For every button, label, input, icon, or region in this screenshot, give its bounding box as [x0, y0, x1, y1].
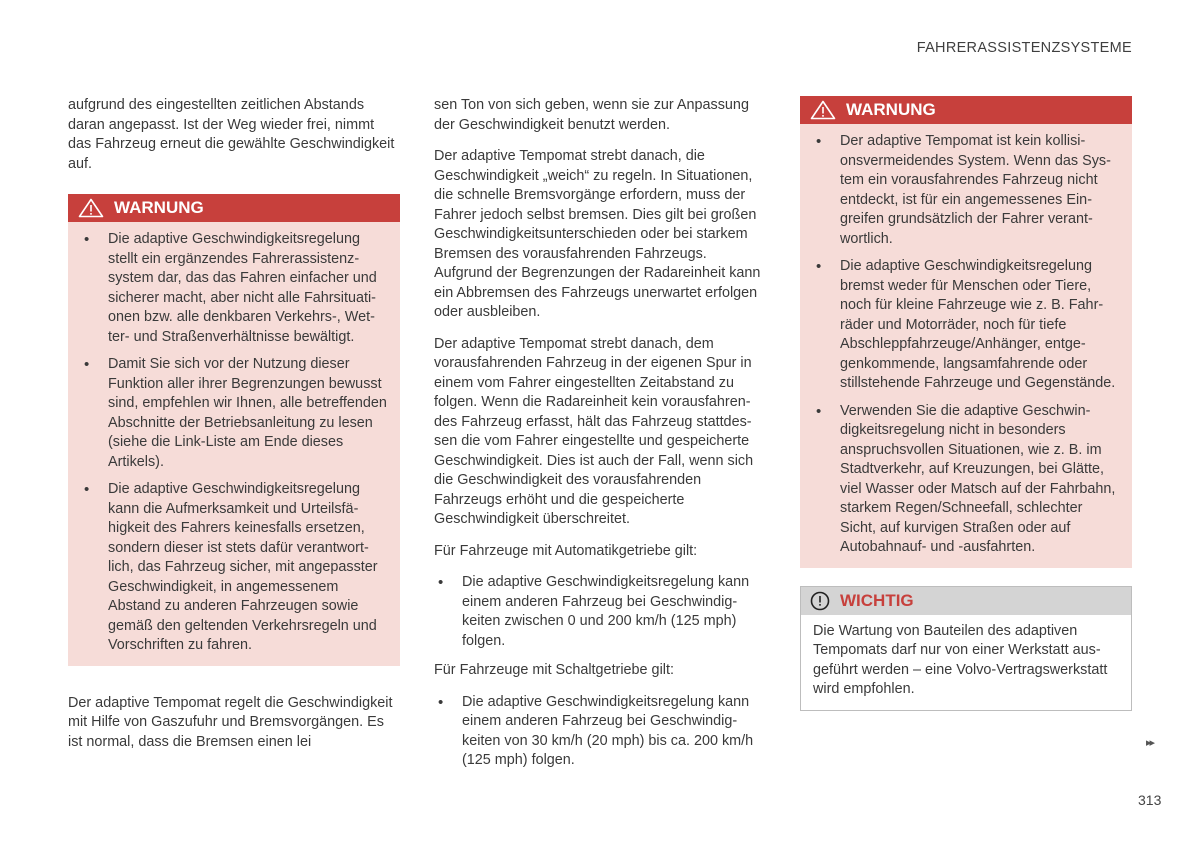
- warning-box: [800, 96, 1132, 568]
- list-item: • Die adaptive Geschwindigkeitsregelung kann einem anderen Fahrzeug bei Geschwindigkeiten von 30 km/h (20 mph) bis ca. 200 km/h (125 mph) folgen.: [434, 693, 766, 771]
- warning-title: WARNUNG: [114, 198, 204, 218]
- list-item: • Die adaptive Geschwindigkeitsregelung kann einem anderen Fahrzeug bei Geschwindigkeiten zwischen 0 und 200 km/h (125 mph) folgen.: [434, 573, 766, 651]
- continue-arrows-icon: ▸▸: [1146, 737, 1154, 749]
- warning-item: • Die adaptive Geschwindigkeitsregelung kann die Aufmerksamkeit und Urteilsfähigkeit des Fahrers keinesfalls ersetzen, sondern dieser ist stets dafür verantwortlich, das Fahrzeug sicher, mit angepasster Geschwindigkeit, in angemessenem Abstand zu anderen Fahrzeugen sowie gemäß den geltenden Verkehrsregeln und Vorschriften zu fahren.: [80, 480, 388, 656]
- important-title: WICHTIG: [840, 590, 914, 610]
- warning-header: [800, 96, 1132, 124]
- column-1: [68, 96, 400, 764]
- paragraph: Der adaptive Tempomat strebt danach, dem vorausfahrenden Fahrzeug in der eigenen Spur in einem vom Fahrer eingestellten Zeitabstand zu folgen. Wenn die Radareinheit kein vorausfahrendes Fahrzeug erfasst, hält das Fahrzeug stattdessen die vom Fahrer eingestellte und gespeicherte Geschwindigkeit. Dies ist auch der Fall, wenn sich die Geschwindigkeit des vorausfahrenden Fahrzeugs erhöht und die gespeicherte Geschwindigkeit überschreitet.: [434, 335, 754, 527]
- exclamation-circle-icon: [809, 591, 831, 611]
- page-number: 313: [1138, 792, 1162, 808]
- important-text: Die Wartung von Bauteilen des adaptiven Tempomats darf nur von einer Werkstatt ausgeführt werden – eine Volvo-Vertragswerkstatt wird empfohlen.: [813, 622, 1108, 697]
- bullet-list: [434, 573, 766, 651]
- warning-header: [68, 194, 400, 222]
- warning-item: • Damit Sie sich vor der Nutzung dieser Funktion aller ihrer Begrenzungen bewusst sind, empfehlen wir Ihnen, alle betreffenden Abschnitte der Betriebsanleitung zu lesen (siehe die Link-Liste am Ende dieses Artikels).: [80, 355, 388, 472]
- paragraph: Für Fahrzeuge mit Schaltgetriebe gilt:: [434, 662, 674, 678]
- warning-box: [68, 194, 400, 666]
- warning-item: • Verwenden Sie die adaptive Geschwindigkeitsregelung nicht in besonders anspruchsvollen Situationen, wie z. B. im Stadtverkehr, auf Kreuzungen, bei Glätte, viel Wasser oder Matsch auf der Fahrbahn, starkem Regen/Schneefall, schlechter Sicht, auf kurvigen Straßen oder auf Autobahnauf- und -ausfahrten.: [812, 402, 1120, 558]
- paragraph: Für Fahrzeuge mit Automatikgetriebe gilt:: [434, 542, 698, 559]
- warning-triangle-icon: [78, 198, 104, 218]
- warning-triangle-icon: [810, 100, 836, 120]
- warning-title: WARNUNG: [846, 100, 936, 120]
- important-header: [801, 587, 1131, 615]
- warning-item: • Die adaptive Geschwindigkeitsregelung stellt ein ergänzendes Fahrerassistenzsystem dar, das das Fahren einfacher und sicherer macht, aber nicht alle Fahrsituationen bzw. alle denkbaren Verkehrs-, Wetter- und Straßenverhältnisse bewältigt.: [80, 230, 388, 347]
- warning-item: • Die adaptive Geschwindigkeitsregelung bremst weder für Menschen oder Tiere, noch für kleine Fahrzeuge wie z. B. Fahrräder und Motorräder, noch für tiefe Abschleppfahrzeuge/Anhänger, entgegenkommende, langsamfahrende oder stillstehende Fahrzeuge und Gegenstände.: [812, 257, 1120, 394]
- paragraph: aufgrund des eingestellten zeitlichen Abstands daran angepasst. Ist der Weg wieder frei, nimmt das Fahrzeug erneut die gewählte Geschwindigkeit auf.: [68, 97, 395, 172]
- section-header: FAHRERASSISTENZSYSTEME: [916, 40, 1132, 56]
- paragraph: Der adaptive Tempomat strebt danach, die Geschwindigkeit „weich“ zu regeln. In Situationen, die schnelle Bremsvorgänge erfordern, muss der Fahrer jedoch selbst bremsen. Dies gilt bei großen Geschwindigkeitsunterschieden oder bei starkem Bremsen des vorausfahrenden Fahrzeugs. Aufgrund der Begrenzungen der Radareinheit kann ein Abbremsen des Fahrzeugs unerwartet erfolgen oder ausbleiben.: [434, 148, 761, 320]
- column-3: [800, 96, 1132, 711]
- paragraph: sen Ton von sich geben, wenn sie zur Anpassung der Geschwindigkeit benutzt werden.: [434, 97, 749, 133]
- column-2: [434, 96, 766, 781]
- bullet-list: [434, 693, 766, 771]
- warning-item: • Der adaptive Tempomat ist kein kollisionsvermeidendes System. Wenn das System ein vorausfahrendes Fahrzeug nicht entdeckt, ist für ein angemessenes Eingreifen grundsätzlich der Fahrer verantwortlich.: [812, 132, 1120, 249]
- paragraph: Der adaptive Tempomat regelt die Geschwindigkeit mit Hilfe von Gaszufuhr und Bremsvorgängen. Es ist normal, dass die Bremsen einen lei: [68, 694, 393, 750]
- important-box: [800, 586, 1132, 711]
